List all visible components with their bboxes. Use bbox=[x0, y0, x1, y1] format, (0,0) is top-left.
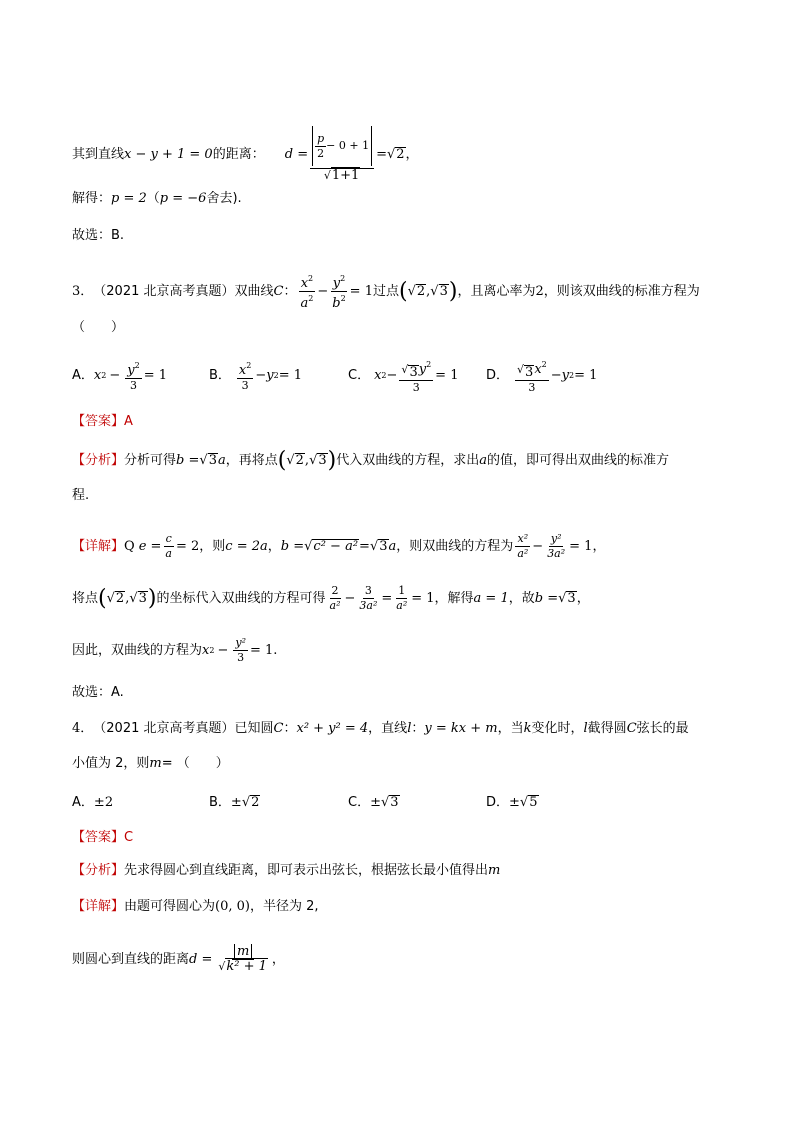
distance-fraction: $\frac{p}{2}$ − 0 + 1 √1+1 bbox=[310, 126, 374, 183]
solve-line: 解得： p = 2 （ p = −6 舍去). bbox=[72, 191, 242, 206]
question-3-options bbox=[72, 359, 732, 394]
option-b: B． ± √ 2 bbox=[209, 795, 260, 810]
q3-analysis: 【分析】 分析可得 b = √ 3 a ，再将点 ( √ 2 , √ 3 ) 代入双曲线的方程，求出 a 的值，即可得出双曲线的标准方 bbox=[72, 448, 670, 473]
option-c: C． x 2 − √ 3 $y^2$ 3 = 1 bbox=[348, 359, 459, 394]
q4-detail: 【详解】 由题可得圆心为 (0, 0) ，半径为 2, bbox=[72, 899, 319, 914]
q3-answer: 【答案】 A bbox=[72, 414, 133, 429]
option-b: B． $\frac{x^2}{3}$ − y 2 = 1 bbox=[209, 361, 303, 392]
distance-line: 其到直线 x − y + 1 = 0 的距离： d = $\frac{p}{2}$ − 0 + 1 √1+1 = √ 2 ， bbox=[72, 126, 419, 183]
sqrt-two: √ 2 bbox=[386, 146, 405, 162]
question-4-cont: 小值为 2，则 m = （ ） bbox=[72, 756, 229, 771]
q3-detail-3: 因此，双曲线的方程为 x 2 − $\frac{\text{y²}}{3}$ = 1. bbox=[72, 636, 278, 664]
q3-detail: 【详解】 Q e = $\frac{c}{a}$ = 2 ，则 c = 2a ， b = √ c² − a² = √ 3 a ，则双曲线的方程为 $\frac{\text{x²}}{\text{a²}}$ − $\frac{\text{y²}}{\text{3a²}}$ = 1 ， bbox=[72, 532, 606, 560]
line-equation: x − y + 1 = 0 bbox=[124, 146, 213, 162]
choice-b-line: 故选：B. bbox=[72, 228, 125, 243]
option-a: A． ± 2 bbox=[72, 795, 114, 810]
q3-detail-2: 将点 ( √ 2 , √ 3 ) 的坐标代入双曲线的方程可得 $\frac{2}{\text{a²}}$ − $\frac{3}{\text{3a²}}$ = $\frac{1}{\text{a²}}$ = 1 ，解得 a = 1 ，故 b = √ 3 ， bbox=[72, 584, 590, 612]
q4-analysis: 【分析】 先求得圆心到直线距离，即可表示出弦长，根据弦长最小值得出 m bbox=[72, 863, 501, 878]
q4-answer: 【答案】 C bbox=[72, 830, 134, 845]
question-3-paren: （ ） bbox=[72, 320, 125, 335]
q4-distance: 则圆心到直线的距离 d = $\frac{m}{\text{√k² + 1}}$ ， bbox=[72, 944, 285, 974]
question-4-options bbox=[72, 792, 732, 814]
option-d: D． √ 3 $x^2$ 3 − y 2 = 1 bbox=[486, 359, 598, 394]
option-a: A． x 2 − $\frac{y^2}{3}$ = 1 bbox=[72, 361, 167, 392]
q3-analysis-cont: 程. bbox=[72, 488, 90, 503]
question-4: 4． （2021 北京高考真题） 已知圆 C ： x² + y² = 4 ，直线 l ： y = kx + m ，当 k 变化时， l 截得圆 C 弦长的最 bbox=[72, 721, 689, 736]
question-3: 3． （2021 北京高考真题） 双曲线 C ： $\frac{x^2}{a^2}$ − $\frac{y^2}{b^2}$ = 1 过点 ( √ 2 , √ 3 ) ，且离心率为 2 ，则该双曲线的标准方程为 bbox=[72, 274, 700, 311]
option-d: D． ± √ 5 bbox=[486, 795, 538, 810]
option-c: C． ± √ 3 bbox=[348, 795, 399, 810]
choice-a-line: 故选：A. bbox=[72, 685, 124, 700]
